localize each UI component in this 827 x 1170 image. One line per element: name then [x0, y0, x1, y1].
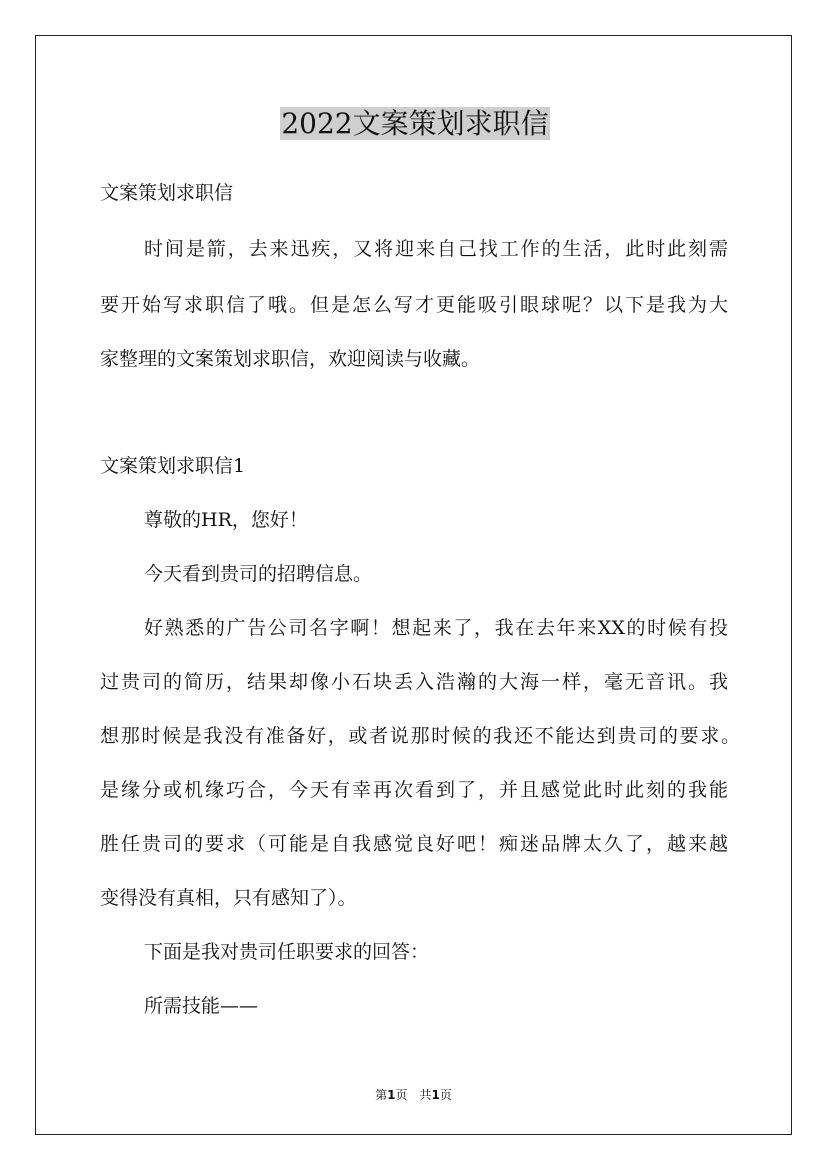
page-footer: 第1页 共1页 [375, 1088, 452, 1102]
paragraph-2-line-1: 好熟悉的广告公司名字啊！想起来了，我在去年来XX的时候有投 [144, 617, 728, 639]
intro-line-3: 家整理的文案策划求职信，欢迎阅读与收藏。 [100, 348, 481, 370]
intro-line-1: 时间是箭，去来迅疾，又将迎来自己找工作的生活，此时此刻需 [144, 238, 728, 260]
paragraph-1: 今天看到贵司的招聘信息。 [144, 563, 373, 585]
paragraph-4: 所需技能—— [144, 995, 259, 1017]
greeting: 尊敬的HR，您好！ [144, 509, 308, 531]
letter-heading: 文案策划求职信1 [100, 455, 246, 477]
paragraph-2-line-4: 是缘分或机缘巧合，今天有幸再次看到了，并且感觉此时此刻的我能 [100, 779, 728, 801]
page-number: 1 [387, 1088, 396, 1102]
paragraph-3: 下面是我对贵司任职要求的回答： [144, 941, 430, 963]
section-heading: 文案策划求职信 [100, 182, 234, 204]
document-title: 2022文案策划求职信 [281, 107, 549, 140]
paragraph-2-line-2: 过贵司的简历，结果却像小石块丢入浩瀚的大海一样，毫无音讯。我 [100, 671, 728, 693]
paragraph-2-line-6: 变得没有真相，只有感知了）。 [100, 887, 357, 909]
paragraph-2-line-3: 想那时候是我没有准备好，或者说那时候的我还不能达到贵司的要求。 [100, 725, 740, 747]
total-pages: 1 [431, 1088, 440, 1102]
intro-line-2: 要开始写求职信了哦。但是怎么写才更能吸引眼球呢？以下是我为大 [100, 294, 728, 316]
paragraph-2-line-5: 胜任贵司的要求（可能是自我感觉良好吧！痴迷品牌太久了，越来越 [100, 833, 728, 855]
